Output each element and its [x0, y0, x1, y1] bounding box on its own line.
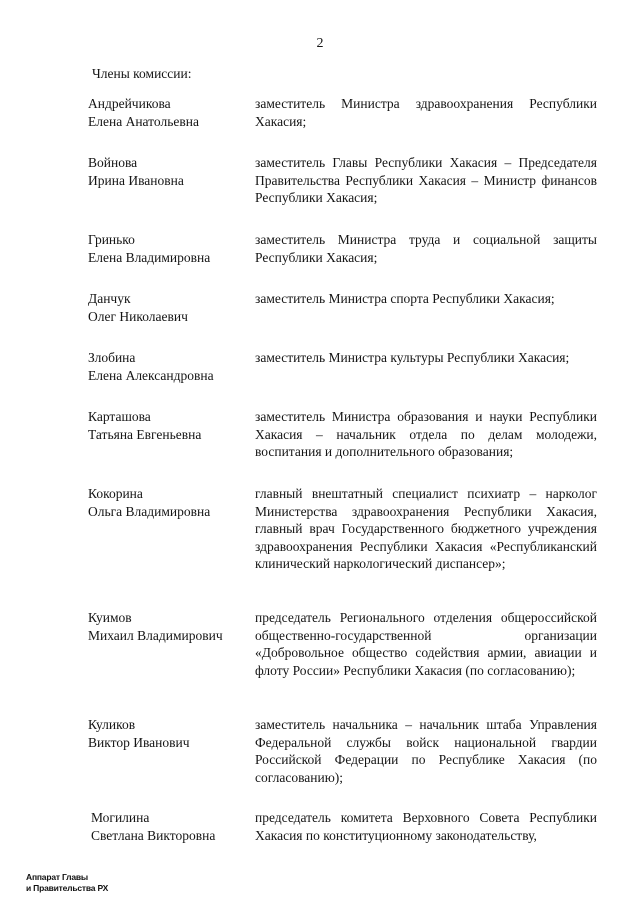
member-given-names: Татьяна Евгеньевна — [88, 426, 202, 442]
member-surname: Данчук — [88, 291, 131, 306]
member-surname: Гринько — [88, 232, 135, 247]
member-name — [88, 408, 248, 443]
section-heading: Члены комиссии: — [92, 66, 192, 81]
member-given-names: Ирина Ивановна — [88, 172, 184, 188]
member-role: заместитель Главы Республики Хакасия – Председателя Правительства Республики Хакасия – Министр финансов Республики Хакасия; — [255, 155, 597, 205]
stamp-line-2: и Правительства РХ — [26, 883, 109, 893]
member-role: главный внештатный специалист психиатр – нарколог Министерства здравоохранения Республики Хакасия, главный врач Государственного бюджетного учреждения здравоохранения Республики Хакасия «Республиканский клинический наркологический диспансер»; — [255, 486, 597, 571]
member-name — [88, 154, 248, 189]
member-surname: Могилина — [91, 810, 150, 825]
member-role: заместитель Министра спорта Республики Хакасия; — [255, 291, 555, 306]
member-name — [88, 231, 248, 266]
member-surname: Куимов — [88, 610, 132, 625]
member-role: заместитель Министра труда и социальной защиты Республики Хакасия; — [255, 232, 597, 265]
member-given-names: Елена Александровна — [88, 367, 214, 383]
member-role: председатель Регионального отделения общероссийской общественно-государственной организации «Добровольное общество содействия армии, авиации и флоту России» Республики Хакасия (по согласованию); — [255, 610, 597, 678]
stamp-line-1: Аппарат Главы — [26, 872, 88, 882]
member-given-names: Светлана Викторовна — [91, 827, 216, 843]
member-surname: Злобина — [88, 350, 136, 365]
member-role: заместитель Министра культуры Республики Хакасия; — [255, 350, 570, 365]
member-surname: Войнова — [88, 155, 138, 170]
member-given-names: Олег Николаевич — [88, 308, 188, 324]
member-role: заместитель начальника – начальник штаба Управления Федеральной службы войск национальной гвардии Российской Федерации по Республике Хакасия (по согласованию); — [255, 717, 597, 785]
member-surname: Андрейчикова — [88, 96, 171, 111]
member-name — [88, 95, 248, 130]
member-name — [91, 809, 251, 844]
member-name — [88, 485, 248, 520]
member-name — [88, 349, 248, 384]
member-surname: Кокорина — [88, 486, 143, 501]
member-given-names: Ольга Владимировна — [88, 503, 211, 519]
member-given-names: Елена Владимировна — [88, 249, 211, 265]
member-name — [88, 716, 248, 751]
member-name — [88, 290, 248, 325]
member-given-names: Виктор Иванович — [88, 734, 190, 750]
page-number: 2 — [316, 36, 324, 51]
member-given-names: Михаил Владимирович — [88, 627, 223, 643]
office-stamp — [26, 872, 108, 894]
member-name — [88, 609, 248, 644]
member-surname: Карташова — [88, 409, 151, 424]
member-given-names: Елена Анатольевна — [88, 113, 199, 129]
member-role: председатель комитета Верховного Совета Республики Хакасия по конституционному законодательству, — [255, 810, 597, 843]
member-role: заместитель Министра образования и науки Республики Хакасия – начальник отдела по делам молодежи, воспитания и дополнительного образования; — [255, 409, 597, 459]
member-role: заместитель Министра здравоохранения Республики Хакасия; — [255, 96, 597, 129]
member-surname: Куликов — [88, 717, 136, 732]
